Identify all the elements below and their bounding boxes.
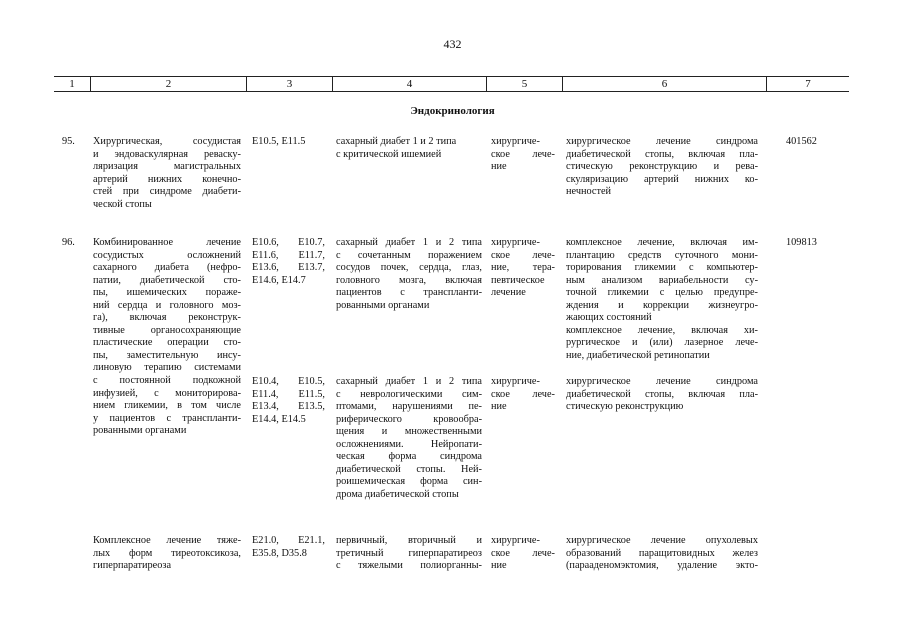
column-number: 3 — [246, 77, 332, 91]
treatment-method: хирургическое лечение опухолевых образований паращитовидных желез (парааденомэктомия, удаление экто- — [566, 535, 758, 572]
icd-codes: E21.0, E21.1, E35.8, D35.8 — [252, 535, 325, 559]
column-number: 1 — [69, 78, 75, 90]
row-number: 96. — [62, 237, 75, 248]
patient-model: первичный, вторичный и третичный гиперпаратиреоз с тяжелыми полиорганны- — [336, 535, 482, 572]
cost-value: 109813 — [786, 237, 817, 248]
column-number: 7 — [766, 77, 849, 91]
column-number: 2 — [90, 77, 246, 91]
treatment-method: комплексное лечение, включая им- плантацию средств суточного мони- торирования гликемии с компьютер- ным анализом вариабельности су- точной гликемии с целью предупре- ждения и коррекции жизнеугро- жающих состояний комплексное лечение, включая хи- рургическое и (или) лазерное лече- ние, диабетической ретинопатии — [566, 237, 758, 361]
icd-codes: E10.6, E10.7, E11.6, E11.7, E13.6, E13.7, E14.6, E14.7 — [252, 237, 325, 286]
treatment-method: хирургическое лечение синдрома диабетической стопы, включая пла- стическую реконструкцию — [566, 376, 758, 413]
page-number: 432 — [443, 37, 462, 51]
treatment-type: хирургиче- ское лече- ние — [491, 376, 555, 413]
section-title: Эндокринология — [410, 105, 495, 117]
cost-value: 401562 — [786, 136, 817, 147]
column-number: 5 — [486, 77, 562, 91]
treatment-type: хирургиче- ское лече- ние — [491, 136, 555, 173]
column-number: 4 — [332, 77, 486, 91]
column-number: 6 — [562, 77, 766, 91]
treatment-type: хирургиче- ское лече- ние, тера- певтическое лечение — [491, 237, 555, 299]
patient-model: сахарный диабет 1 и 2 типа с сочетанным поражением сосудов почек, сердца, глаз, головного мозга, включая пациентов с транспланти- рованными органами — [336, 237, 482, 311]
treatment-name: Комбинированное лечение сосудистых осложнений сахарного диабета (нефро- патии, диабетической сто- пы, ишемических пораже- ний сердца и головного моз- га), включая реконструк- тивные органосохраняющие пластические операции сто- пы, заместительную инсу- линовую терапию системами с постоянной подкожной инфузией, с мониторирова- нием гликемии, в том числе у пациентов с транспланти- рованными органами — [93, 237, 241, 437]
treatment-method: хирургическое лечение синдрома диабетической стопы, включая пла- стическую реконструкцию и рева- скуляризацию артерий нижних ко- нечностей — [566, 136, 758, 198]
treatment-name: Комплексное лечение тяже- лых форм тиреотоксикоза, гиперпаратиреоза — [93, 535, 241, 572]
icd-codes: E10.5, E11.5 — [252, 136, 306, 147]
icd-codes: E10.4, E10.5, E11.4, E11.5, E13.4, E13.5, E14.4, E14.5 — [252, 376, 325, 425]
row-number: 95. — [62, 136, 75, 147]
treatment-type: хирургиче- ское лече- ние — [491, 535, 555, 572]
patient-model: сахарный диабет 1 и 2 типа с критической ишемией — [336, 136, 457, 160]
patient-model: сахарный диабет 1 и 2 типа с неврологическими сим- птомами, нарушениями пе- риферического кровообра- щения и множественными осложнениями. Нейропати- ческая форма синдрома диабетической стопы. Ней- роишемическая форма син- дрома диабетической стопы — [336, 376, 482, 500]
treatment-name: Хирургическая, сосудистая и эндоваскулярная реваску- ляризация магистральных артерий нижних конечно- стей при синдроме диабети- ческой стопы — [93, 136, 241, 210]
column-number-row — [54, 76, 849, 92]
